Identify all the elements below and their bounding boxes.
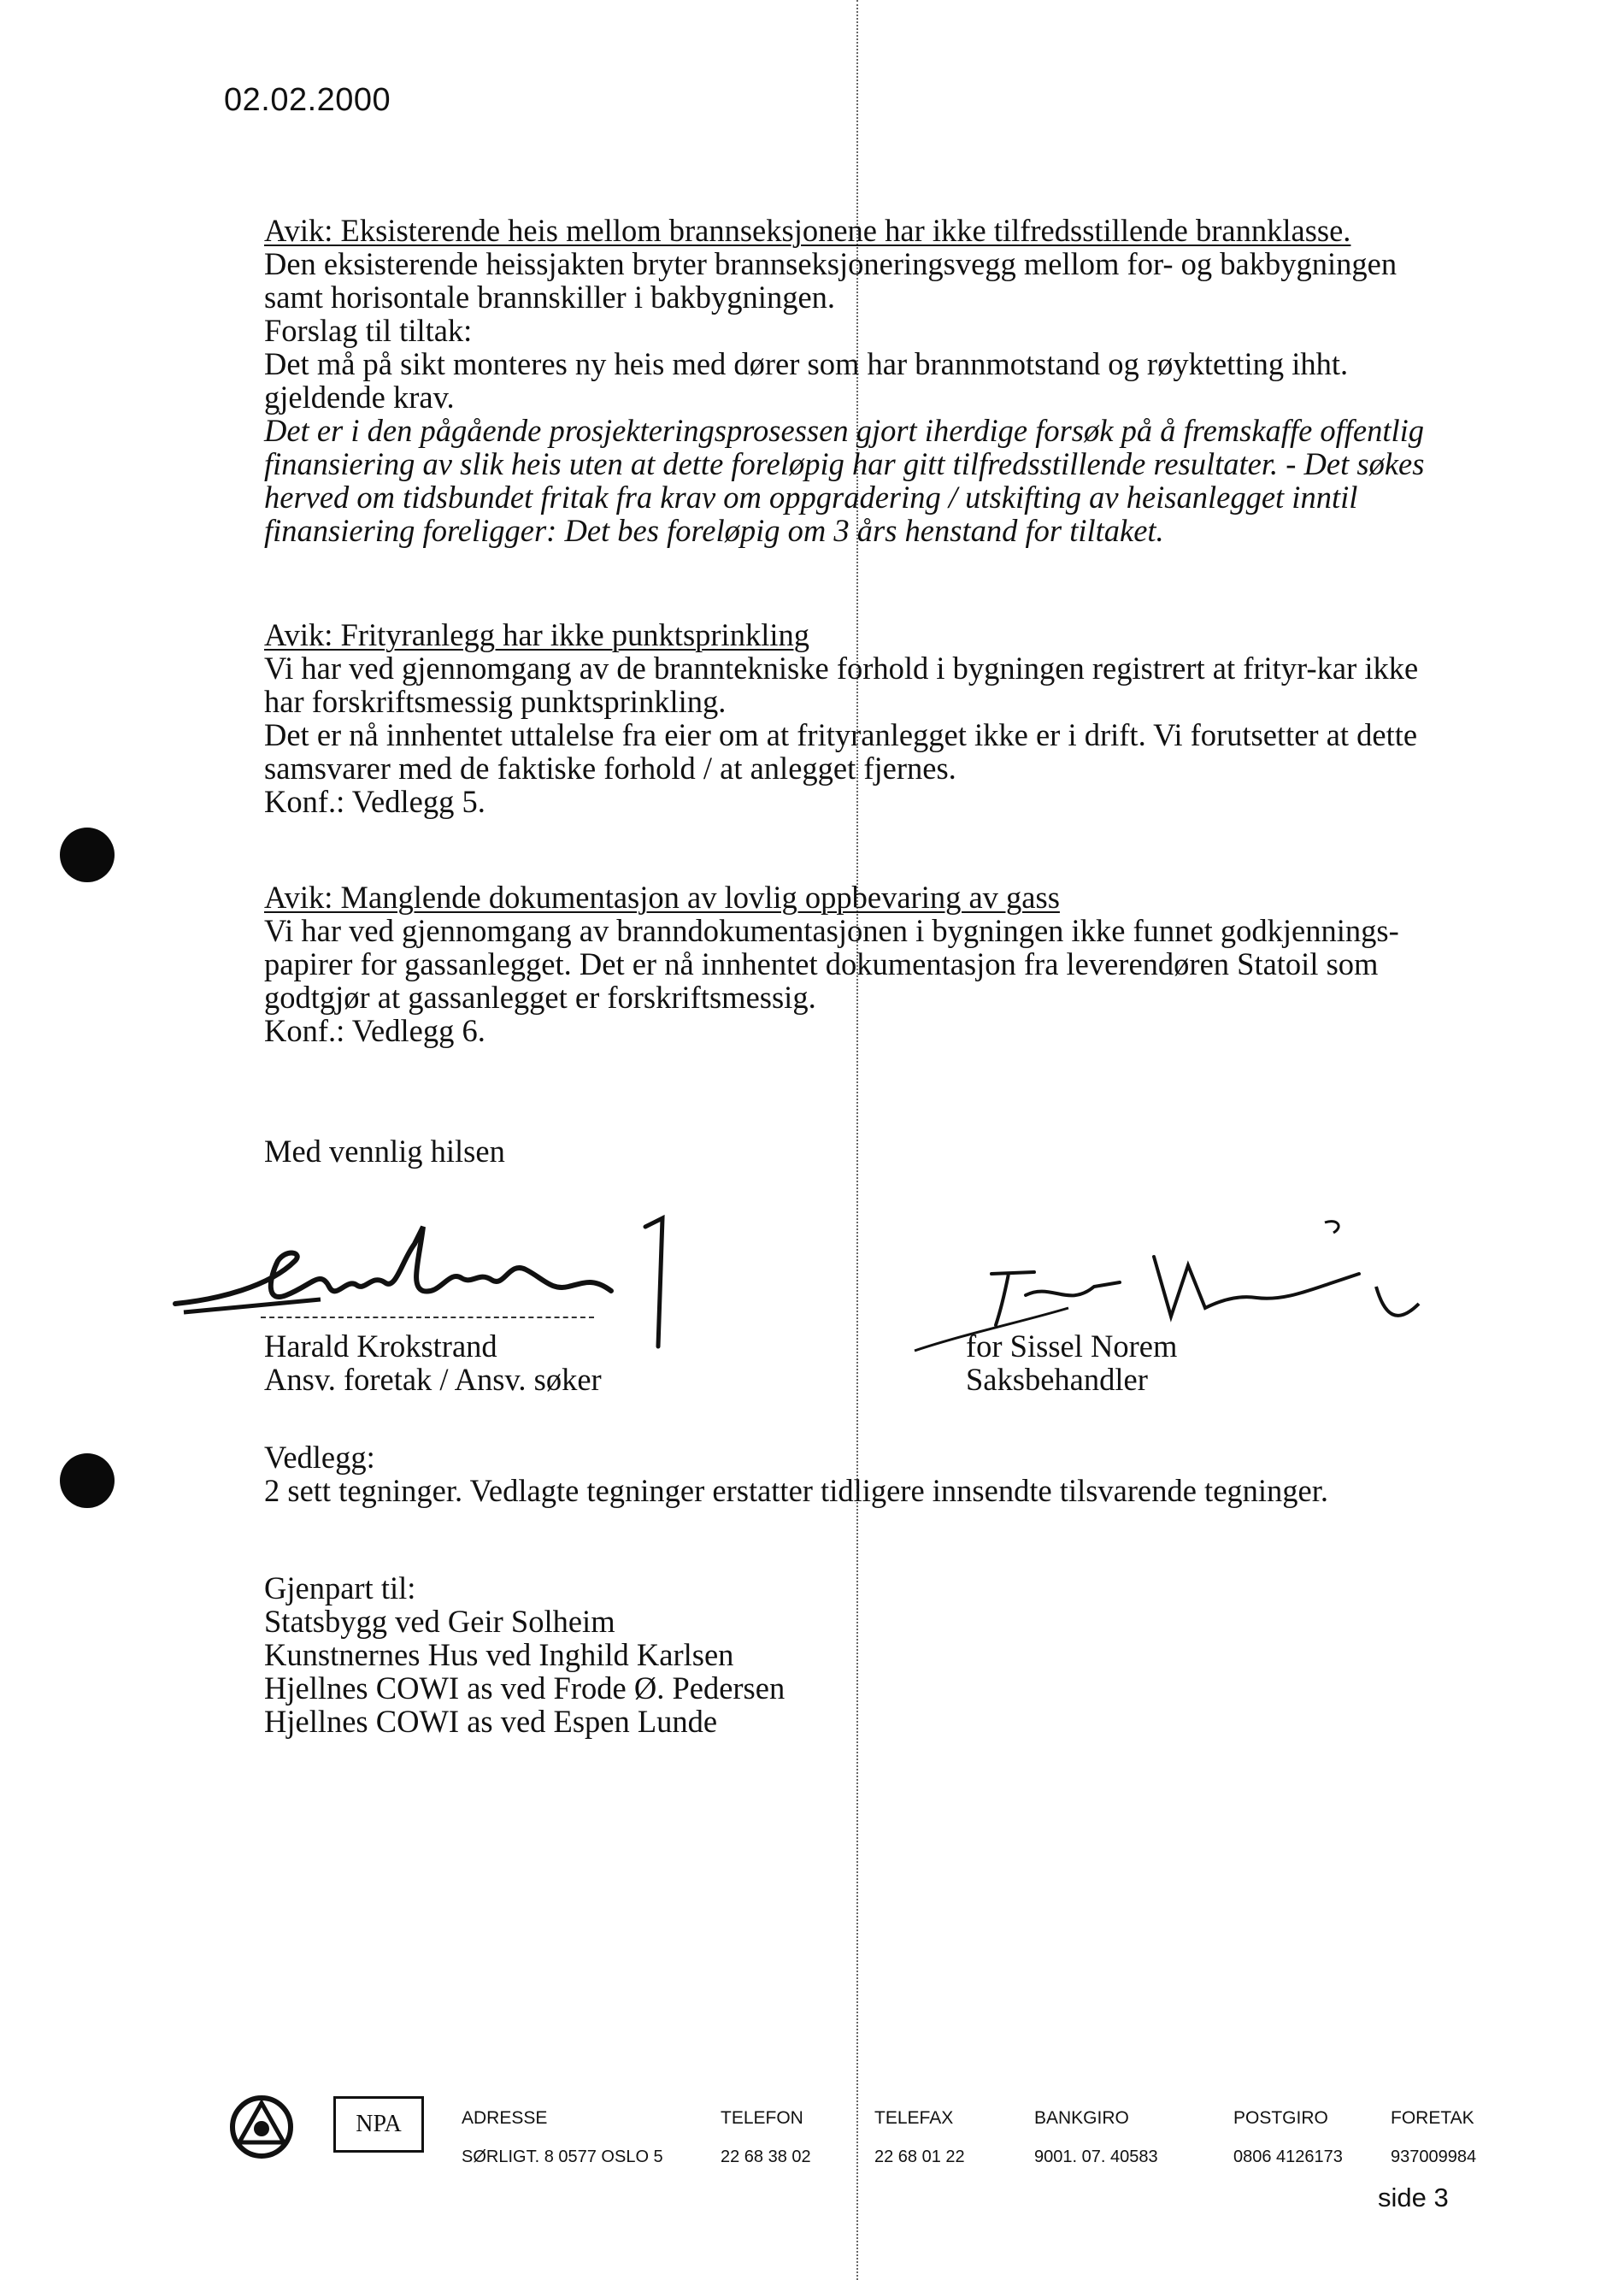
italic-line: Det er i den pågående prosjekteringsprosessen gjort iherdige forsøk på å fremskaffe offentlig (264, 413, 1425, 448)
signer-role: Saksbehandler (966, 1362, 1148, 1397)
section-gas (264, 881, 1512, 1047)
page-number: side 3 (1378, 2183, 1449, 2212)
body-line: Konf.: Vedlegg 6. (264, 1013, 485, 1048)
signature-left (264, 1329, 691, 1396)
punch-hole (60, 828, 115, 882)
footer-label-fax: TELEFAX (874, 2108, 954, 2128)
footer-value-foretak: 937009984 (1391, 2147, 1477, 2166)
body-line: har forskriftsmessig punktsprinkling. (264, 684, 727, 719)
body-line: samt horisontale brannskiller i bakbygningen. (264, 280, 836, 315)
npa-logo-icon (229, 2094, 294, 2159)
signer-name: Harald Krokstrand (264, 1329, 497, 1364)
footer-label-postgiro: POSTGIRO (1233, 2108, 1328, 2128)
body-line: godtgjør at gassanlegget er forskriftsmessig. (264, 980, 816, 1015)
body-line: Vi har ved gjennomgang av branndokumentasjonen i bygningen ikke funnet godkjennings- (264, 913, 1399, 948)
section-heading: Avik: Eksisterende heis mellom brannseksjonene har ikke tilfredsstillende brannklasse. (264, 213, 1351, 248)
footer-label-phone: TELEFON (721, 2108, 803, 2128)
closing (264, 1134, 1512, 1168)
section-heading: Avik: Frityranlegg har ikke punktsprinkling (264, 617, 809, 652)
footer-value-bankgiro: 9001. 07. 40583 (1034, 2147, 1158, 2166)
copies (264, 1571, 1512, 1738)
section-heading: Avik: Manglende dokumentasjon av lovlig oppbevaring av gass (264, 880, 1060, 915)
npa-logo-box: NPA (333, 2096, 424, 2153)
footer-label-foretak: FORETAK (1391, 2108, 1474, 2128)
body-line: Den eksisterende heissjakten bryter brannseksjoneringsvegg mellom for- og bakbygningen (264, 246, 1397, 281)
body-line: samsvarer med de faktiske forhold / at anlegget fjernes. (264, 751, 956, 786)
footer-value-postgiro: 0806 4126173 (1233, 2147, 1343, 2166)
body-line: Det må på sikt monteres ny heis med dører som har brannmotstand og røyktetting ihht. (264, 346, 1349, 381)
footer-label-bankgiro: BANKGIRO (1034, 2108, 1129, 2128)
italic-line: herved om tidsbundet fritak fra krav om oppgradering / utskifting av heisanlegget inntil (264, 480, 1358, 515)
body-line: Konf.: Vedlegg 5. (264, 784, 485, 819)
signature-right (966, 1329, 1393, 1396)
signer-name: for Sissel Norem (966, 1329, 1178, 1364)
italic-line: finansiering av slik heis uten at dette foreløpig har gitt tilfredsstillende resultater. - Det søkes (264, 446, 1425, 481)
copy-recipient: Hjellnes COWI as ved Espen Lunde (264, 1704, 718, 1739)
footer-value-phone: 22 68 38 02 (721, 2147, 811, 2166)
italic-line: finansiering foreligger: Det bes foreløpig om 3 års henstand for tiltaket. (264, 513, 1164, 548)
body-line: Vi har ved gjennomgang av de branntekniske forhold i bygningen registrert at frityr-kar ikke (264, 651, 1419, 686)
copy-recipient: Kunstnernes Hus ved Inghild Karlsen (264, 1637, 734, 1672)
punch-hole (60, 1453, 115, 1508)
copy-recipient: Hjellnes COWI as ved Frode Ø. Pedersen (264, 1670, 786, 1706)
body-line: papirer for gassanlegget. Det er nå innhentet dokumentasjon fra leverendøren Statoil som (264, 946, 1379, 981)
attachments-label: Vedlegg: (264, 1440, 375, 1475)
attachments-text: 2 sett tegninger. Vedlagte tegninger erstatter tidligere innsendte tilsvarende tegninger. (264, 1473, 1329, 1508)
copy-recipient: Statsbygg ved Geir Solheim (264, 1604, 615, 1639)
attachments (264, 1440, 1512, 1507)
closing-greeting: Med vennlig hilsen (264, 1134, 505, 1169)
document-date: 02.02.2000 (224, 82, 391, 118)
body-line: gjeldende krav. (264, 380, 455, 415)
body-line: Det er nå innhentet uttalelse fra eier om at frityranlegget ikke er i drift. Vi forutsetter at dette (264, 717, 1418, 752)
copies-label: Gjenpart til: (264, 1570, 416, 1605)
section-fryer (264, 618, 1512, 818)
body-line: Forslag til tiltak: (264, 313, 473, 348)
footer-value-address: SØRLIGT. 8 0577 OSLO 5 (462, 2147, 663, 2166)
footer-label-address: ADRESSE (462, 2108, 548, 2128)
footer-value-fax: 22 68 01 22 (874, 2147, 965, 2166)
signature-line-left (261, 1317, 594, 1318)
signer-role: Ansv. foretak / Ansv. søker (264, 1362, 602, 1397)
section-elevator (264, 214, 1512, 547)
